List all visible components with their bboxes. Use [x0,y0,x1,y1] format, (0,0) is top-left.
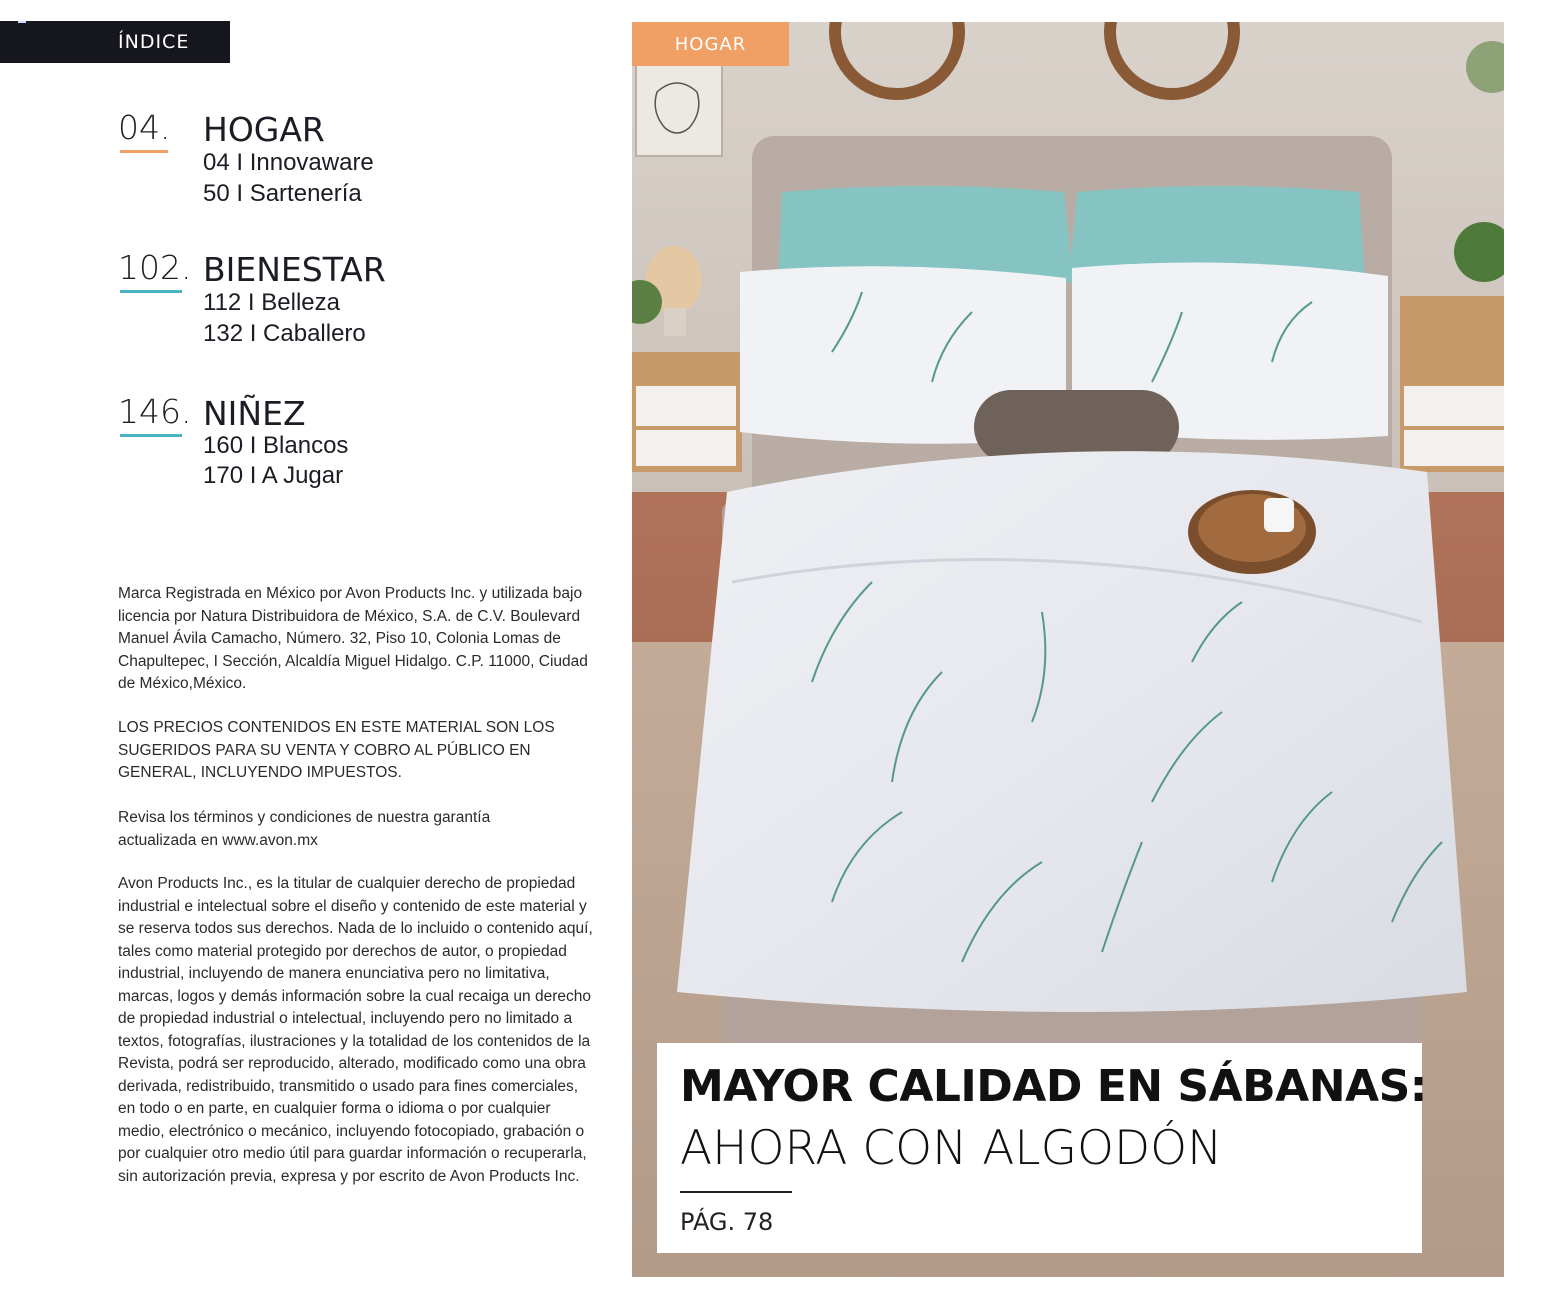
section-number: 04. [118,108,171,147]
section-item[interactable]: 50 I Sartenería [203,180,362,207]
section-item[interactable]: 04 I Innovaware [203,149,374,176]
promo-headline: MAYOR CALIDAD EN SÁBANAS: [680,1061,1427,1112]
legal-rights-text: Avon Products Inc., es la titular de cualquier derecho de propiedad industrial e intelectual sobre el diseño y contenido de este material y se reserva todos sus derechos. Nada de lo incluido o contenido aquí, tales como material protegido por derechos de autor, o propiedad industrial, incluyendo de manera enunciativa pero no limitativa, marcas, logos y demás información sobre la cual recaiga un derecho de propiedad industrial o intelectual, incluyendo pero no limitado a textos, fotografías, ilustraciones y la totalidad de los contenidos de la Revista, podrá ser reproducido, alterado, modificado como una obra derivada, redistribuido, transmitido o usado para fines comerciales, en todo o en parte, en cualquier forma o idioma o por cualquier medio, electrónico o mecánico, incluyendo fotocopiado, grabación o por cualquier otro medio útil para guardar información o recuperarla, sin autorización previa, expresa y por escrito de Avon Products Inc. [118,875,593,1185]
legal-prices-text: LOS PRECIOS CONTENIDOS EN ESTE MATERIAL SON LOS SUGERIDOS PARA SU VENTA Y COBRO AL PÚBLICO EN GENERAL, INCLUYENDO IMPUESTOS. [118,719,555,781]
section-title: BIENESTAR [203,250,386,289]
section-accent-line [120,290,182,293]
section-item[interactable]: 160 I Blancos [203,432,349,459]
section-title: NIÑEZ [203,394,306,433]
legal-trademark-text: Marca Registrada en México por Avon Products Inc. y utilizada bajo licencia por Natura Distribuidora de México, S.A. de C.V. Boulevard Manuel Ávila Camacho, Número. 32, Piso 10, Colonia Lomas de Chapultepec, I Sección, Alcaldía Miguel Hidalgo. C.P. 11000, Ciudad de México,México. [118,585,588,692]
category-tag[interactable]: HOGAR [632,22,789,66]
promo-page-link[interactable]: PÁG. 78 [680,1208,774,1236]
section-title: HOGAR [203,110,325,149]
promo-subheadline: AHORA CON ALGODÓN [680,1121,1223,1176]
legal-warranty-text: Revisa los términos y condiciones de nuestra garantía actualizada en www.avon.mx [118,809,491,849]
index-header-tab [0,21,230,63]
section-item[interactable]: 112 I Belleza [203,289,340,316]
section-accent-line [120,150,168,153]
section-item[interactable]: 132 I Caballero [203,320,366,347]
section-item[interactable]: 170 I A Jugar [203,462,344,489]
tab-mark [18,21,26,23]
section-accent-line [120,434,182,437]
promo-card[interactable] [657,1043,1427,1253]
index-label: ÍNDICE [118,31,190,53]
promo-divider [680,1191,792,1193]
section-number: 102. [118,248,192,287]
section-number: 146. [118,392,192,431]
